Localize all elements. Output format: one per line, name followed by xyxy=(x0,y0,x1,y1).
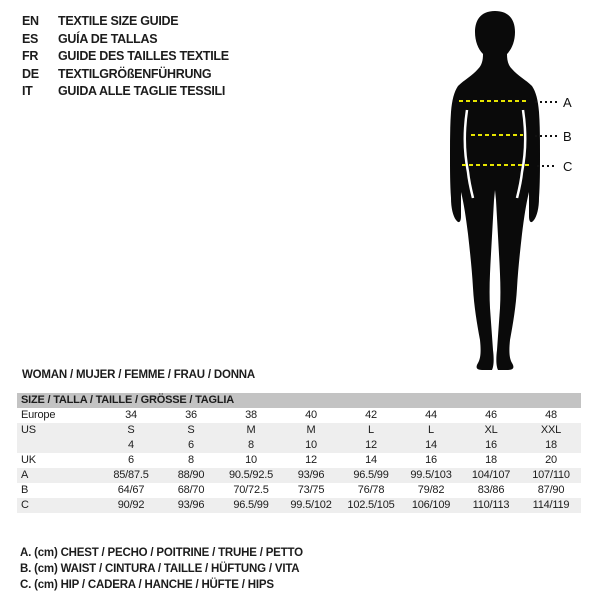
size-cell: XL xyxy=(484,424,498,436)
size-cell: 36 xyxy=(185,409,197,421)
size-cell: 10 xyxy=(245,454,257,466)
size-cell: 14 xyxy=(425,439,437,451)
title-row-de xyxy=(22,66,229,84)
size-cell: 99.5/102 xyxy=(290,499,332,511)
size-table-row xyxy=(17,453,581,468)
size-cell: 18 xyxy=(545,439,557,451)
size-cell: 76/78 xyxy=(357,484,385,496)
size-cell: 93/96 xyxy=(297,469,325,481)
size-cell: 73/75 xyxy=(297,484,325,496)
waist-measure-dot-line xyxy=(535,135,557,137)
title-text: GUIDA ALLE TAGLIE TESSILI xyxy=(58,84,226,99)
size-cell: M xyxy=(246,424,256,436)
chest-measure-dash-line xyxy=(459,100,529,102)
size-table-row xyxy=(17,468,581,483)
size-cell: 104/107 xyxy=(471,469,511,481)
section-title-woman: WOMAN / MUJER / FEMME / FRAU / DONNA xyxy=(22,369,256,381)
size-cell: 93/96 xyxy=(177,499,205,511)
size-cell: 8 xyxy=(248,439,254,451)
title-row-es xyxy=(22,31,229,49)
woman-silhouette-svg xyxy=(428,8,564,372)
size-cell: 64/67 xyxy=(117,484,145,496)
size-cell: 110/113 xyxy=(472,499,510,511)
size-cell: 96.5/99 xyxy=(233,499,269,511)
size-cell: 16 xyxy=(425,454,437,466)
size-cell: 12 xyxy=(305,454,317,466)
size-table-header: SIZE / TALLA / TAILLE / GRÖSSE / TAGLIA xyxy=(17,393,581,408)
size-table-body xyxy=(17,408,581,513)
size-cell: 20 xyxy=(545,454,557,466)
size-cell: 38 xyxy=(245,409,257,421)
size-cell: 34 xyxy=(125,409,137,421)
size-row-label: UK xyxy=(21,454,36,466)
size-cell: 40 xyxy=(305,409,317,421)
size-cell: 88/90 xyxy=(177,469,205,481)
language-title-block xyxy=(22,13,229,101)
size-table-row xyxy=(17,408,581,423)
size-cell: 83/86 xyxy=(477,484,505,496)
legend-line-chest: A. (cm) CHEST / PECHO / POITRINE / TRUHE / PETTO xyxy=(20,547,303,559)
size-cell: 6 xyxy=(188,439,194,451)
title-text: TEXTILE SIZE GUIDE xyxy=(58,14,179,28)
size-cell: 16 xyxy=(485,439,497,451)
size-cell: 8 xyxy=(188,454,194,466)
title-row-fr xyxy=(22,48,229,66)
size-cell: 114/119 xyxy=(532,499,570,511)
woman-silhouette-figure xyxy=(428,8,564,372)
size-cell: 68/70 xyxy=(177,484,205,496)
woman-silhouette xyxy=(450,11,540,370)
size-cell: 99.5/103 xyxy=(410,469,452,481)
legend-line-hip: C. (cm) HIP / CADERA / HANCHE / HÜFTE / HIPS xyxy=(20,579,274,592)
size-row-label: A xyxy=(21,469,29,481)
size-row-label: C xyxy=(21,499,29,511)
chest-measure-dot-line xyxy=(535,101,557,103)
size-row-label: Europe xyxy=(21,409,56,421)
lang-code: ES xyxy=(22,31,39,46)
measure-label-a: A xyxy=(563,95,572,110)
measure-label-c: C xyxy=(563,159,573,174)
size-table-row xyxy=(17,498,581,513)
size-cell: 87/90 xyxy=(537,484,565,496)
size-cell: 42 xyxy=(365,409,377,421)
size-cell: 10 xyxy=(305,439,317,451)
size-cell: 90.5/92.5 xyxy=(228,469,274,481)
size-cell: XXL xyxy=(540,424,562,436)
size-cell: L xyxy=(368,424,374,436)
size-cell: 46 xyxy=(485,409,497,421)
size-cell: 6 xyxy=(128,454,134,466)
lang-code: EN xyxy=(22,14,39,28)
title-text: TEXTILGRÖßENFÜHRUNG xyxy=(58,66,212,81)
size-cell: S xyxy=(127,424,135,436)
size-table-row xyxy=(17,438,581,453)
size-cell: 107/110 xyxy=(532,469,570,481)
lang-code: FR xyxy=(22,49,39,64)
measurement-legend xyxy=(20,545,303,594)
size-cell: 4 xyxy=(128,439,134,451)
size-cell: 70/72.5 xyxy=(233,484,269,496)
size-table-row xyxy=(17,423,581,438)
size-cell: 44 xyxy=(425,409,437,421)
size-cell: 85/87.5 xyxy=(113,469,149,481)
size-cell: 14 xyxy=(365,454,377,466)
size-table xyxy=(17,393,581,513)
legend-line-waist: B. (cm) WAIST / CINTURA / TAILLE / HÜFTUNG / VITA xyxy=(20,563,300,576)
size-cell: 79/82 xyxy=(417,484,445,496)
hip-measure-dash-line xyxy=(462,164,529,166)
title-row-en xyxy=(22,13,229,31)
size-cell: M xyxy=(306,424,316,436)
size-cell: L xyxy=(428,424,434,436)
title-text: GUÍA DE TALLAS xyxy=(58,31,158,46)
size-cell: 48 xyxy=(545,409,557,421)
size-cell: 18 xyxy=(485,454,497,466)
title-row-it xyxy=(22,83,229,101)
size-cell: 90/92 xyxy=(117,499,145,511)
size-cell: 12 xyxy=(365,439,377,451)
size-cell: 106/109 xyxy=(411,499,451,511)
size-table-row xyxy=(17,483,581,498)
size-row-label: US xyxy=(21,424,36,436)
size-cell: 102.5/105 xyxy=(347,499,395,511)
lang-code: IT xyxy=(22,84,33,99)
size-cell: S xyxy=(187,424,195,436)
size-row-label xyxy=(17,438,101,453)
lang-code: DE xyxy=(22,66,39,81)
size-cell: 96.5/99 xyxy=(353,469,389,481)
measure-label-b: B xyxy=(563,129,572,144)
hip-measure-dot-line xyxy=(537,165,557,167)
waist-measure-dash-line xyxy=(471,134,523,136)
title-text: GUIDE DES TAILLES TEXTILE xyxy=(58,49,229,64)
size-row-label: B xyxy=(21,484,29,496)
